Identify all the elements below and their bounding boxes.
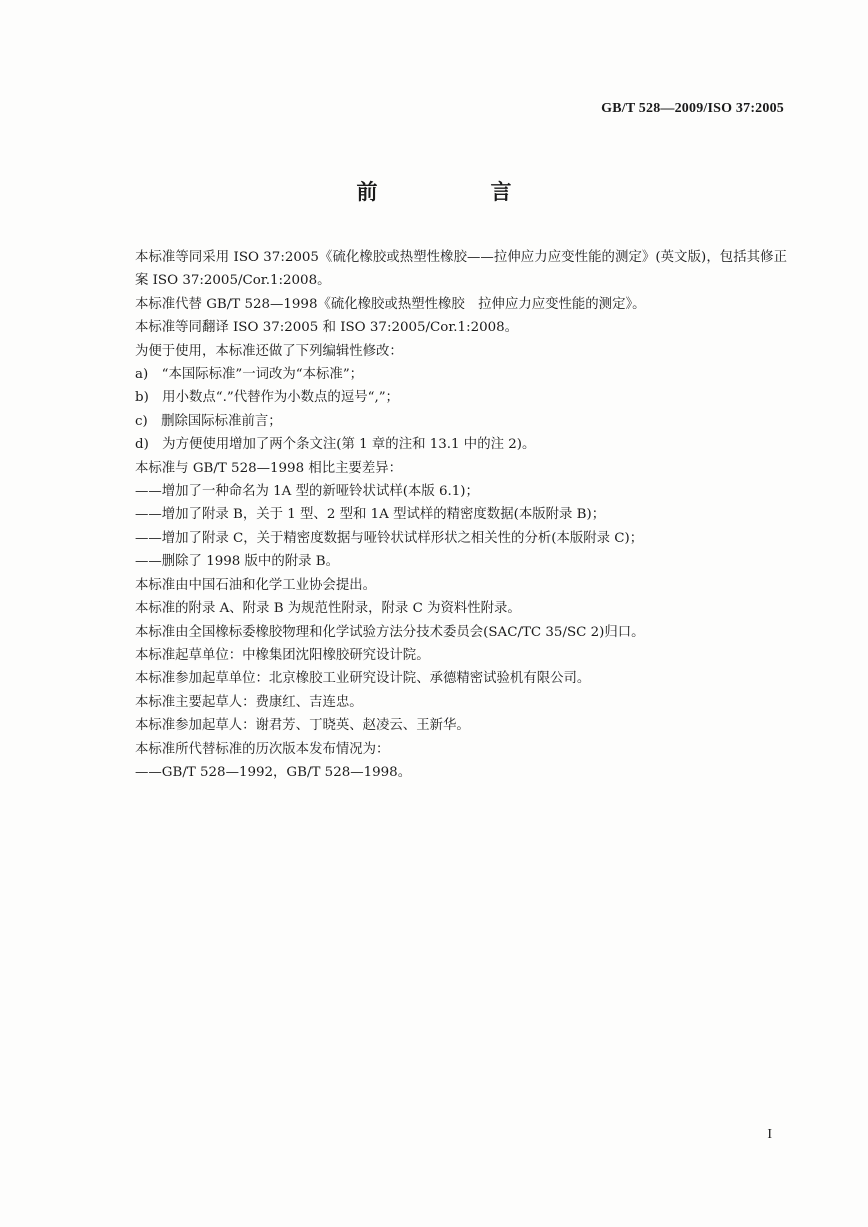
paragraph-editorial-intro: 为便于使用，本标准还做了下列编辑性修改： xyxy=(135,343,403,359)
paragraph-replaces: 本标准代替 GB/T 528—1998《硫化橡胶或热塑性橡胶 拉伸应力应变性能的测定》。 xyxy=(135,296,646,312)
paragraph-history-intro: 本标准所代替标准的历次版本发布情况为： xyxy=(135,741,390,757)
paragraph-adoption: 本标准等同采用 ISO 37:2005《硫化橡胶或热塑性橡胶——拉伸应力应变性能的测定》(英文版)，包括其修正案 ISO 37:2005/Cor.1:2008。 xyxy=(135,250,787,289)
list-item-c: c) 删除国际标准前言； xyxy=(135,413,282,429)
page-title: 前 言 xyxy=(356,180,558,204)
history-item: ——GB/T 528—1992，GB/T 528—1998。 xyxy=(135,764,412,780)
difference-item-2: ——增加了附录 B，关于 1 型、2 型和 1A 型试样的精密度数据(本版附录 B)； xyxy=(135,507,606,523)
paragraph-translation: 本标准等同翻译 ISO 37:2005 和 ISO 37:2005/Cor.1:2008。 xyxy=(135,320,519,336)
foreword-body xyxy=(111,246,787,784)
list-item-a: a) “本国际标准”一词改为“本标准”； xyxy=(135,367,364,383)
difference-item-1: ——增加了一种命名为 1A 型的新哑铃状试样(本版 6.1)； xyxy=(135,484,479,500)
paragraph-participating-units: 本标准参加起草单位：北京橡胶工业研究设计院、承德精密试验机有限公司。 xyxy=(135,671,591,687)
paragraph-committee: 本标准由全国橡标委橡胶物理和化学试验方法分技术委员会(SAC/TC 35/SC 2)归口。 xyxy=(135,624,645,640)
page-number: I xyxy=(767,1127,772,1142)
list-item-d: d) 为方便使用增加了两个条文注(第 1 章的注和 13.1 中的注 2)。 xyxy=(135,437,536,453)
paragraph-proposed-by: 本标准由中国石油和化学工业协会提出。 xyxy=(135,577,377,593)
standard-code: GB/T 528—2009/ISO 37:2005 xyxy=(601,101,784,116)
paragraph-drafting-unit: 本标准起草单位：中橡集团沈阳橡胶研究设计院。 xyxy=(135,647,430,663)
difference-item-4: ——删除了 1998 版中的附录 B。 xyxy=(135,554,339,570)
difference-item-3: ——增加了附录 C，关于精密度数据与哑铃状试样形状之相关性的分析(本版附录 C)； xyxy=(135,530,644,546)
paragraph-differences-intro: 本标准与 GB/T 528—1998 相比主要差异： xyxy=(135,460,403,476)
paragraph-main-drafters: 本标准主要起草人：费康红、吉连忠。 xyxy=(135,694,363,710)
list-item-b: b) 用小数点“.”代替作为小数点的逗号“,”； xyxy=(135,390,399,406)
paragraph-annexes: 本标准的附录 A、附录 B 为规范性附录，附录 C 为资料性附录。 xyxy=(135,601,521,617)
paragraph-participating-drafters: 本标准参加起草人：谢君芳、丁晓英、赵凌云、王新华。 xyxy=(135,718,470,734)
